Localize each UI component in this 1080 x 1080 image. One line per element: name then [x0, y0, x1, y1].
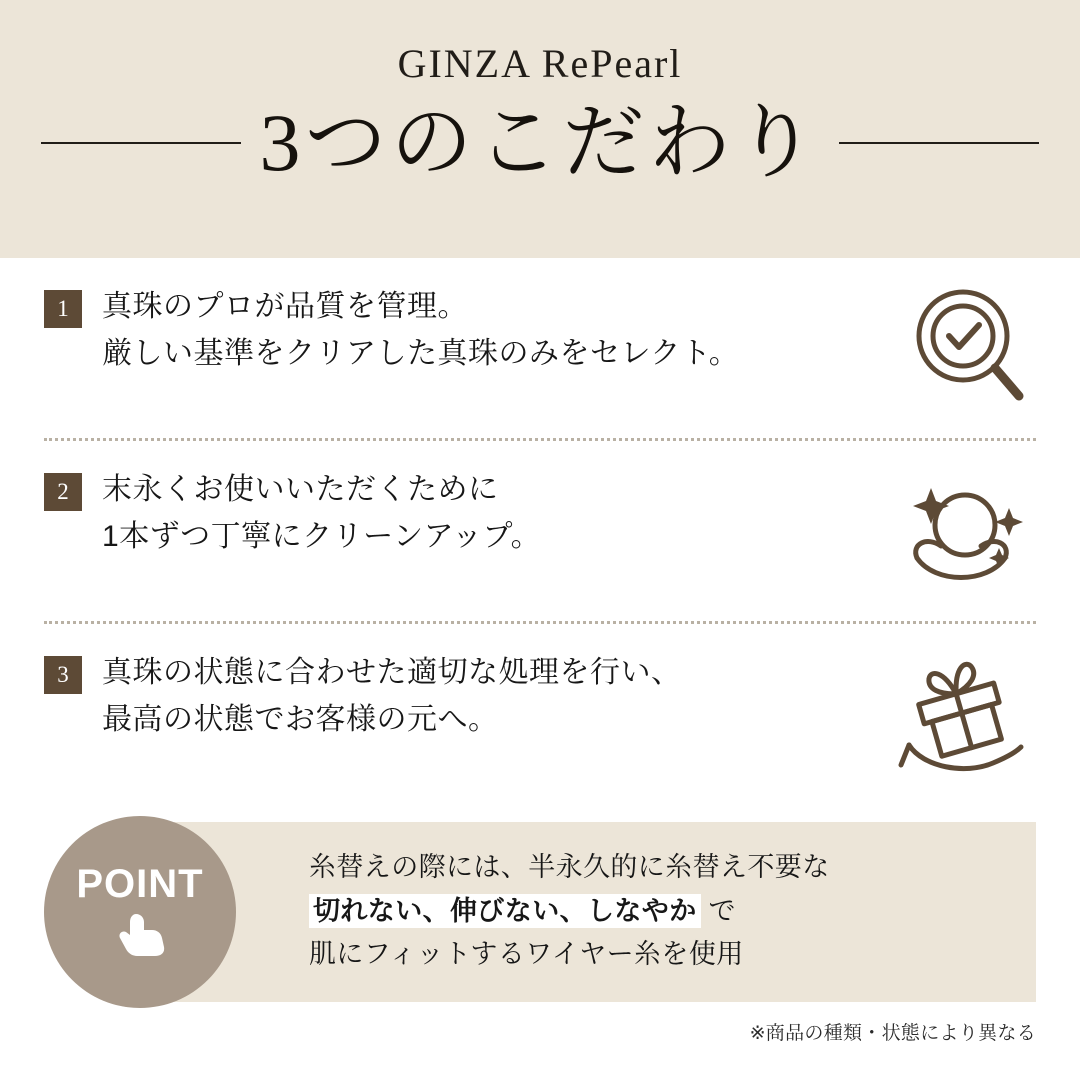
title-row	[0, 97, 1080, 188]
header	[0, 0, 1080, 258]
gift-on-hand-icon	[886, 650, 1036, 780]
point-badge-label: POINT	[76, 861, 204, 906]
point-text-line: 真珠のプロが品質を管理。	[102, 290, 468, 323]
point-item-1	[44, 258, 1036, 438]
point-number-badge: 1	[44, 290, 82, 328]
point-band-text	[309, 846, 1036, 977]
points-list	[0, 258, 1080, 804]
point-band	[174, 822, 1036, 1002]
point-text	[102, 650, 878, 743]
point-text	[102, 284, 878, 377]
pearl-sparkle-icon	[886, 467, 1036, 597]
point-item-3	[44, 624, 1036, 804]
point-number-badge: 3	[44, 656, 82, 694]
point-text-line: 厳しい基準をクリアした真珠のみをセレクト。	[102, 336, 740, 370]
point-text-line: 1本ずつ丁寧にクリーンアップ。	[102, 519, 542, 553]
point-band-line-3: 肌にフィットするワイヤー糸を使用	[309, 939, 744, 970]
footnote: ※商品の種類・状態により異なる	[749, 1023, 1036, 1044]
point-band-highlight: 切れない、伸びない、しなやか	[309, 894, 701, 928]
page-title: 3つのこだわり	[259, 97, 821, 188]
point-text-line: 最高の状態でお客様の元へ。	[102, 702, 499, 736]
point-band-line-2-tail: で	[700, 895, 736, 926]
point-highlight-block	[44, 822, 1036, 1002]
point-band-line-1: 糸替えの際には、半永久的に糸替え不要な	[309, 852, 830, 882]
magnifier-check-icon	[886, 284, 1036, 414]
point-badge	[44, 816, 236, 1008]
brand-name: GINZA RePearl	[397, 41, 683, 86]
point-text	[102, 467, 878, 560]
point-text-line: 末永くお使いいただくために	[102, 473, 499, 506]
point-text-line: 真珠の状態に合わせた適切な処理を行い、	[102, 656, 682, 689]
title-rule-right	[839, 142, 1039, 144]
title-rule-left	[41, 142, 241, 144]
point-number-badge: 2	[44, 473, 82, 511]
point-band-line-2	[309, 890, 1036, 934]
point-item-2	[44, 441, 1036, 621]
pointing-hand-icon	[113, 910, 167, 961]
